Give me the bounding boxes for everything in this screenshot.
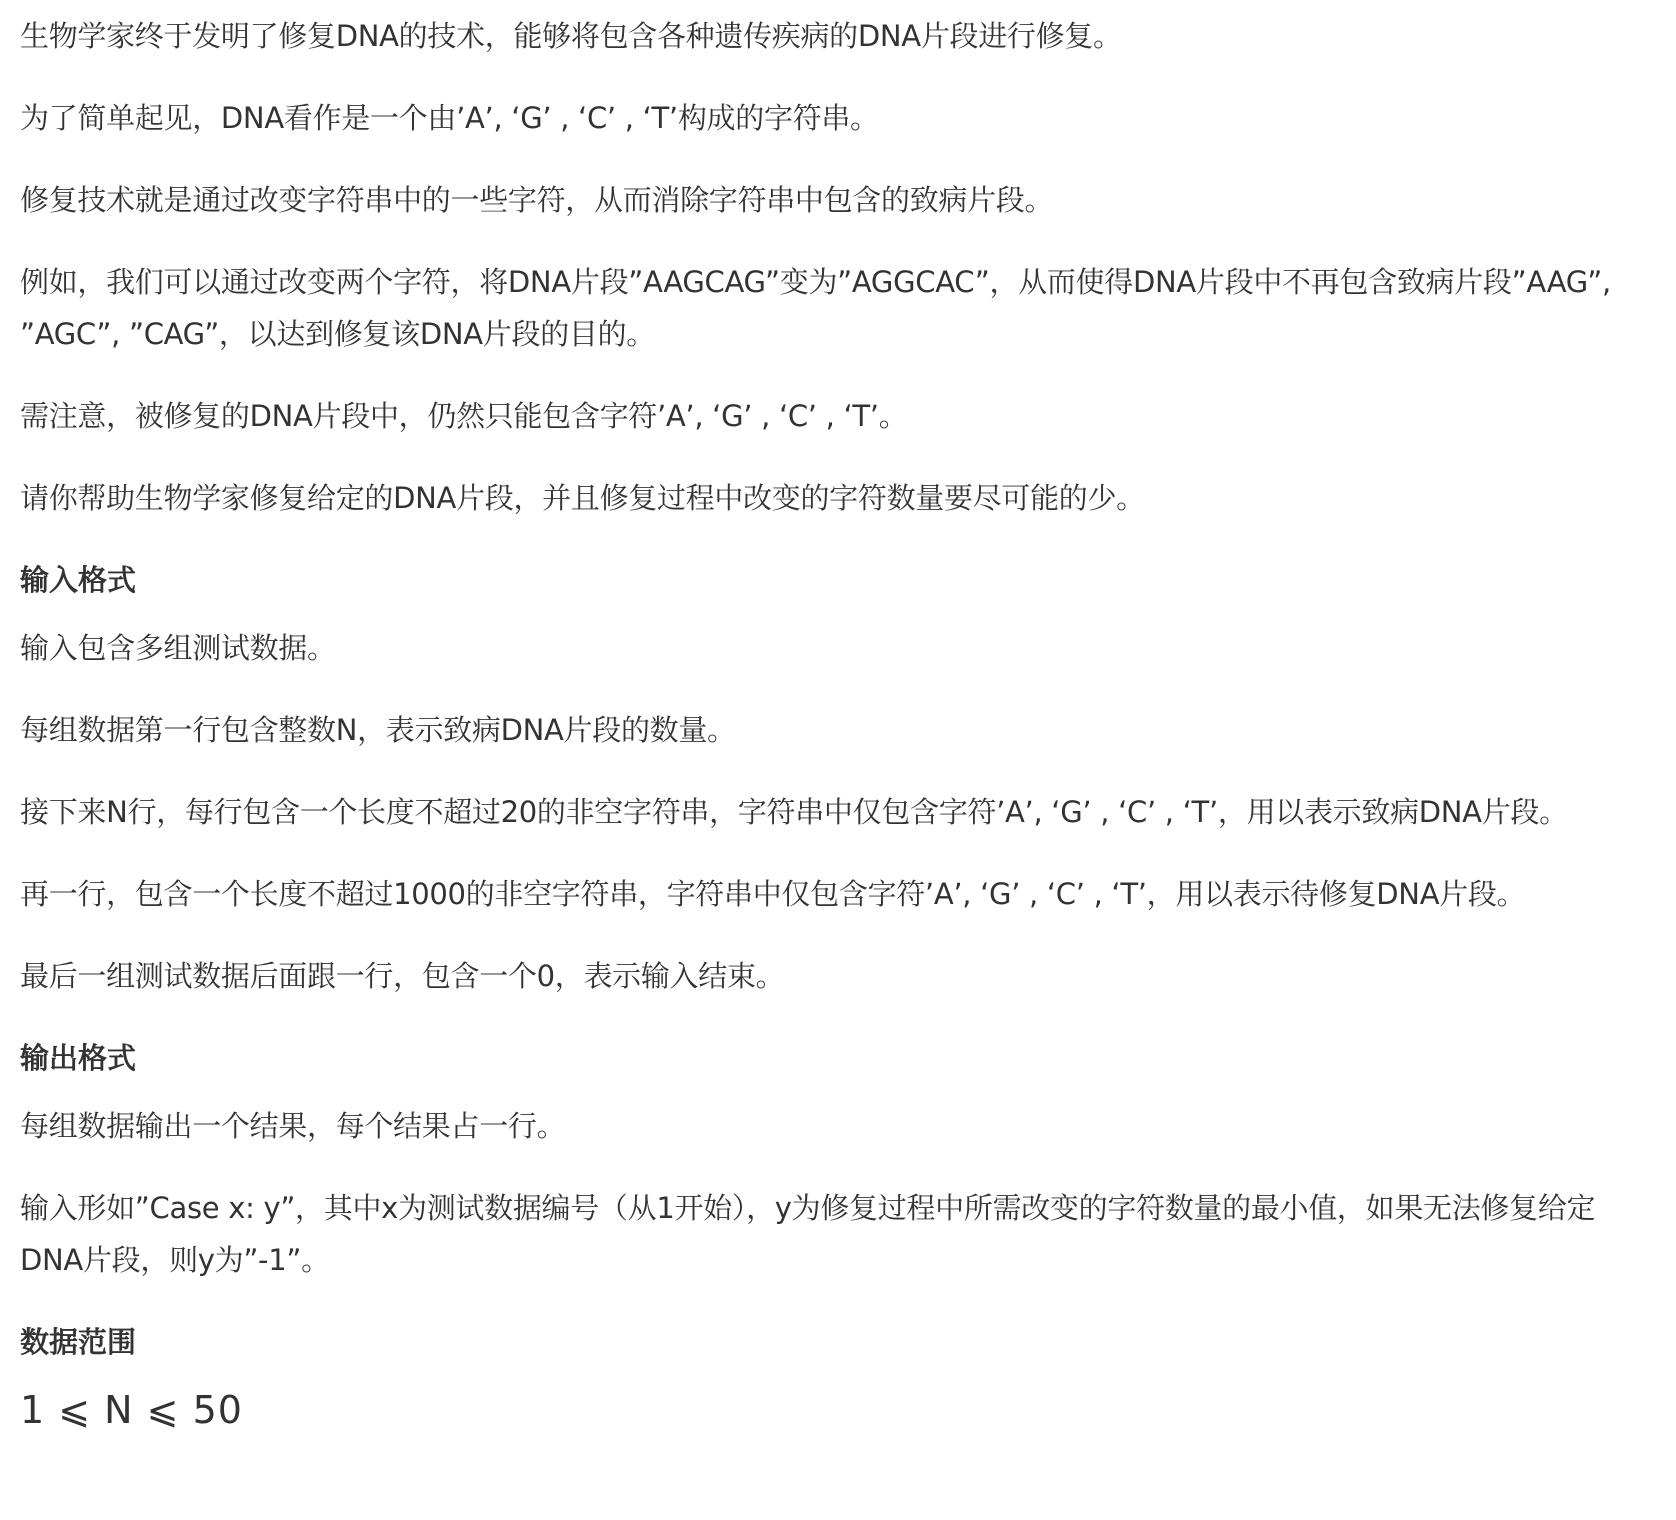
data-range-heading: 数据范围 xyxy=(20,1325,137,1359)
description-paragraph: 请你帮助生物学家修复给定的DNA片段，并且修复过程中改变的字符数量要尽可能的少。 xyxy=(20,481,1145,515)
description-paragraph: 生物学家终于发明了修复DNA的技术，能够将包含各种遗传疾病的DNA片段进行修复。 xyxy=(20,19,1122,53)
input-format-paragraph: 最后一组测试数据后面跟一行，包含一个0，表示输入结束。 xyxy=(20,959,785,993)
output-format-heading: 输出格式 xyxy=(20,1041,137,1075)
input-format-paragraph: 每组数据第一行包含整数N，表示致病DNA片段的数量。 xyxy=(20,713,736,747)
description-paragraph: 需注意，被修复的DNA片段中，仍然只能包含字符’A’, ‘G’ , ‘C’ , ‘T’。 xyxy=(20,399,908,433)
data-range-formula: 1 ⩽ N ⩽ 50 xyxy=(20,1388,243,1432)
input-format-heading: 输入格式 xyxy=(20,563,137,597)
output-format-paragraph: 每组数据输出一个结果，每个结果占一行。 xyxy=(20,1109,566,1143)
input-format-paragraph: 接下来N行，每行包含一个长度不超过20的非空字符串，字符串中仅包含字符’A’, ‘G’ , ‘C’ , ‘T’，用以表示致病DNA片段。 xyxy=(20,795,1568,829)
description-paragraph: 修复技术就是通过改变字符串中的一些字符，从而消除字符串中包含的致病片段。 xyxy=(20,183,1054,217)
output-format-paragraph: 输入形如”Case x: y”，其中x为测试数据编号（从1开始），y为修复过程中所需改变的字符数量的最小值，如果无法修复给定DNA片段，则y为”-1”。 xyxy=(20,1191,1596,1277)
description-paragraph: 为了简单起见，DNA看作是一个由’A’, ‘G’ , ‘C’ , ‘T’构成的字符串。 xyxy=(20,101,879,135)
description-paragraph: 例如，我们可以通过改变两个字符，将DNA片段”AAGCAG”变为”AGGCAC”，从而使得DNA片段中不再包含致病片段”AAG”, ”AGC”, ”CAG”，以达到修复该DNA片段的目的。 xyxy=(20,265,1611,351)
input-format-paragraph: 输入包含多组测试数据。 xyxy=(20,631,336,665)
input-format-paragraph: 再一行，包含一个长度不超过1000的非空字符串，字符串中仅包含字符’A’, ‘G’ , ‘C’ , ‘T’，用以表示待修复DNA片段。 xyxy=(20,877,1526,911)
